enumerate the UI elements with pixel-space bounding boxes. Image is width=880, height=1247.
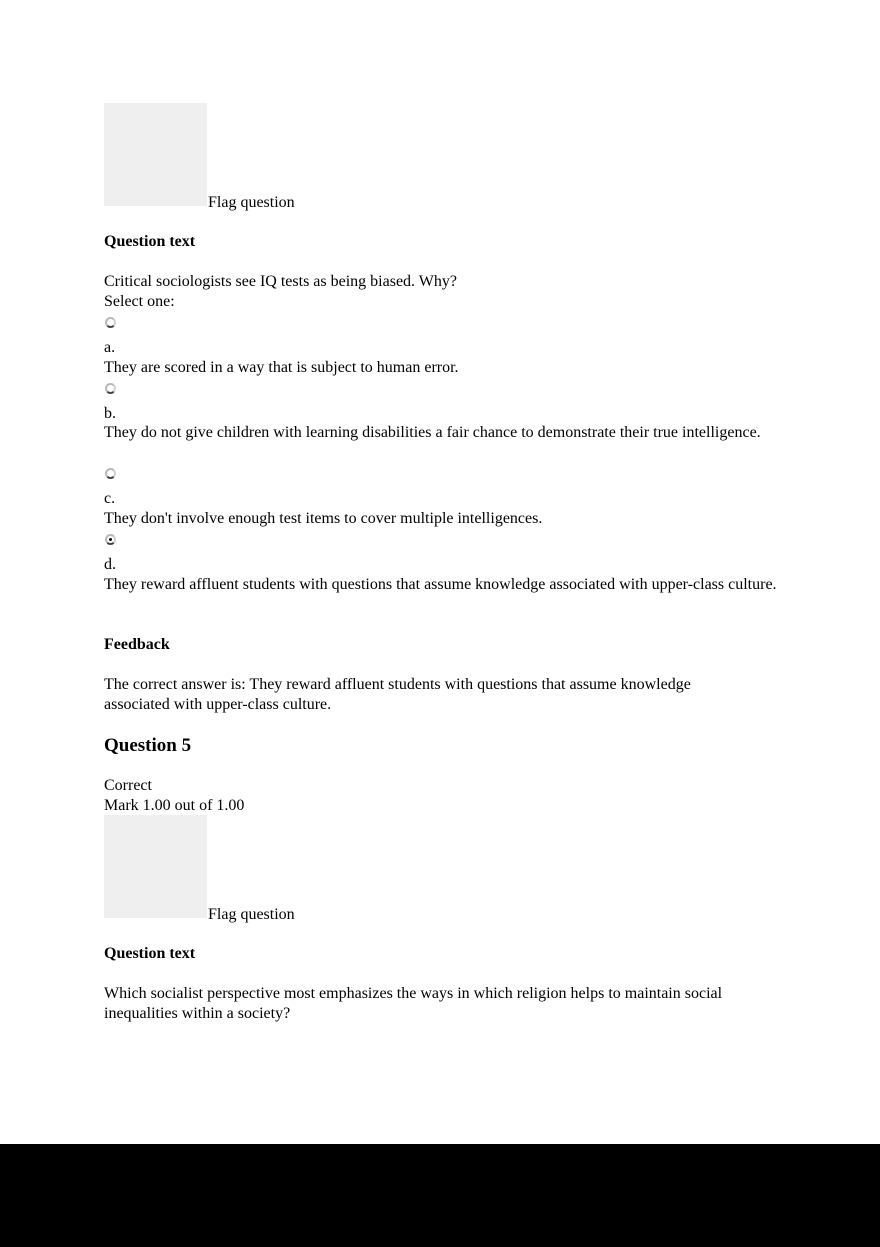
feedback-heading: Feedback bbox=[104, 636, 170, 653]
option-c-letter: c. bbox=[104, 490, 116, 507]
flag-icon[interactable] bbox=[104, 103, 207, 206]
question-status: Correct bbox=[104, 777, 152, 794]
radio-option-a[interactable] bbox=[105, 317, 116, 328]
flag-question-link[interactable]: Flag question bbox=[208, 906, 295, 923]
question-text-heading: Question text bbox=[104, 233, 196, 250]
feedback-text: The correct answer is: They reward affluent students with questions that assume knowledge associated with upper-class culture. bbox=[104, 676, 691, 713]
question-5-title: Question 5 bbox=[104, 735, 192, 756]
option-c-text[interactable]: They don't involve enough test items to cover multiple intelligences. bbox=[104, 510, 543, 527]
flag-question-link[interactable]: Flag question bbox=[208, 194, 295, 211]
black-footer-band bbox=[0, 1144, 880, 1247]
option-b-letter: b. bbox=[104, 405, 116, 422]
option-b-text[interactable]: They do not give children with learning disabilities a fair chance to demonstrate their true intelligence. bbox=[104, 424, 761, 441]
question-prompt: Critical sociologists see IQ tests as being biased. Why? bbox=[104, 273, 457, 290]
radio-option-b[interactable] bbox=[105, 383, 116, 394]
radio-option-c[interactable] bbox=[105, 468, 116, 479]
question-text-heading: Question text bbox=[104, 945, 196, 962]
question-mark: Mark 1.00 out of 1.00 bbox=[104, 797, 245, 814]
option-a-text[interactable]: They are scored in a way that is subject to human error. bbox=[104, 359, 459, 376]
option-a-letter: a. bbox=[104, 339, 116, 356]
question-prompt: Which socialist perspective most emphasizes the ways in which religion helps to maintain social inequalities within a society? bbox=[104, 985, 723, 1022]
select-instruction: Select one: bbox=[104, 293, 175, 310]
option-d-text[interactable]: They reward affluent students with questions that assume knowledge associated with upper-class culture. bbox=[104, 576, 777, 593]
radio-option-d-selected[interactable] bbox=[105, 534, 116, 545]
flag-icon[interactable] bbox=[104, 815, 207, 918]
option-d-letter: d. bbox=[104, 556, 116, 573]
